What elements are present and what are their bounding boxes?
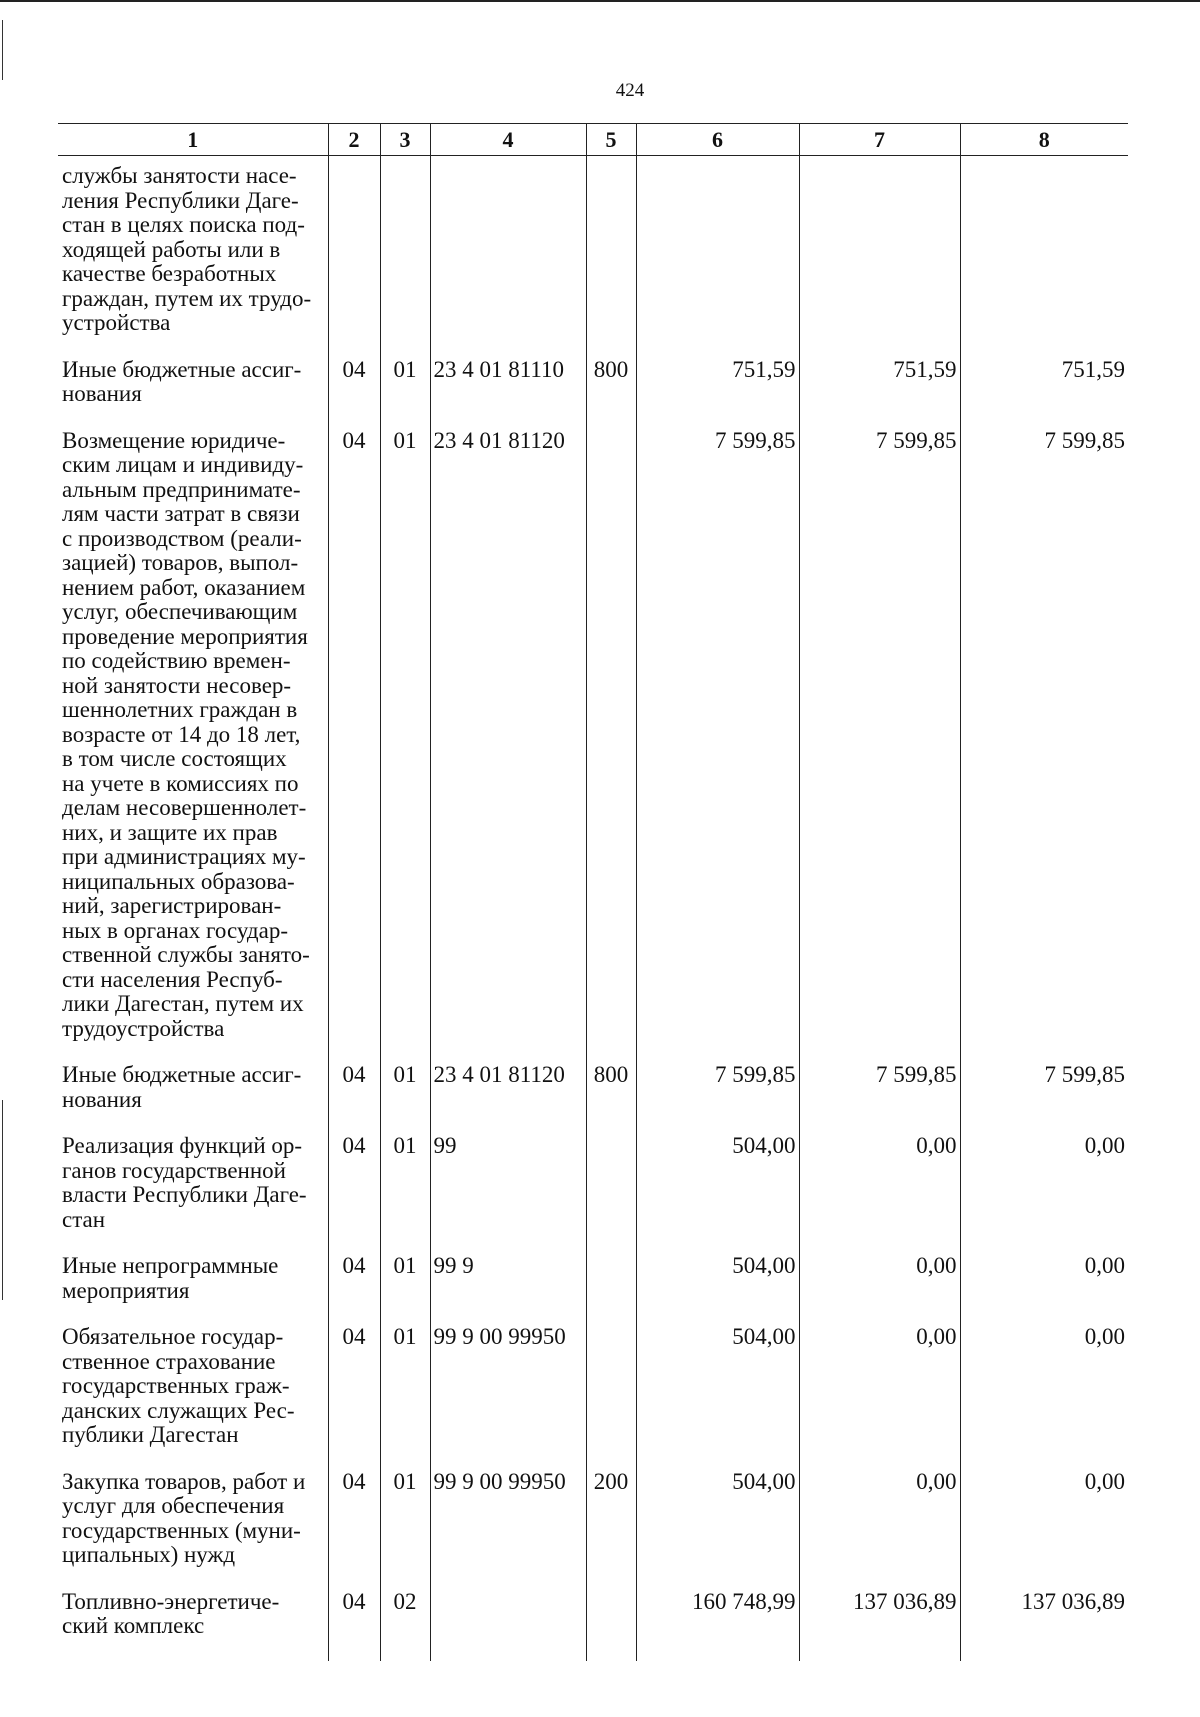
amount-col6-cell: 504,00 bbox=[636, 1254, 799, 1325]
row-name-line: службы занятости насе- bbox=[62, 163, 297, 188]
expense-type-cell: 200 bbox=[586, 1470, 636, 1590]
row-name-line: услуг, обеспечивающим bbox=[62, 599, 298, 624]
subsection-code-cell: 01 bbox=[380, 1063, 430, 1134]
amount-col6-cell: 504,00 bbox=[636, 1470, 799, 1590]
section-code-cell bbox=[328, 156, 380, 358]
row-name-line: Реализация функций ор- bbox=[62, 1133, 303, 1158]
section-code-cell: 04 bbox=[328, 429, 380, 1064]
row-name-line: стан bbox=[62, 1206, 106, 1232]
section-code-cell: 04 bbox=[328, 1590, 380, 1661]
row-name-line: ных в органах государ- bbox=[62, 917, 288, 943]
row-name-line: данских служащих Рес- bbox=[62, 1397, 295, 1423]
row-name-line: них, и защите их прав bbox=[62, 819, 278, 845]
amount-col8-cell: 0,00 bbox=[960, 1254, 1128, 1325]
amount-col6-cell: 751,59 bbox=[636, 358, 799, 429]
row-name-line: Возмещение юридиче- bbox=[62, 427, 286, 453]
table-header-row bbox=[58, 124, 1128, 156]
section-code-cell: 04 bbox=[328, 1254, 380, 1325]
target-article-cell bbox=[430, 156, 586, 358]
expense-type-cell bbox=[586, 1134, 636, 1254]
section-code-cell: 04 bbox=[328, 1325, 380, 1470]
row-name-line: в том числе состоящих bbox=[62, 746, 287, 771]
row-name-line: ления Республики Даге- bbox=[62, 187, 299, 213]
amount-col8-cell: 0,00 bbox=[960, 1325, 1128, 1470]
amount-col7-cell: 0,00 bbox=[799, 1470, 960, 1590]
row-name-line: граждан, путем их трудо- bbox=[62, 285, 312, 311]
row-name-line: лики Дагестан, путем их bbox=[62, 991, 304, 1016]
table-body bbox=[58, 156, 1128, 1661]
column-header-2: 2 bbox=[328, 124, 380, 156]
page-number: 424 bbox=[615, 80, 645, 101]
row-name-line: ходящей работы или в bbox=[62, 236, 281, 262]
subsection-code-cell: 01 bbox=[380, 1325, 430, 1470]
section-code-cell: 04 bbox=[328, 1063, 380, 1134]
row-name-line: нования bbox=[62, 1086, 142, 1112]
subsection-code-cell: 02 bbox=[380, 1590, 430, 1661]
row-name-line: Обязательное государ- bbox=[62, 1324, 284, 1349]
row-name-cell bbox=[58, 1134, 328, 1254]
row-name-line: трудоустройства bbox=[62, 1015, 225, 1041]
amount-col7-cell: 0,00 bbox=[799, 1134, 960, 1254]
subsection-code-cell: 01 bbox=[380, 358, 430, 429]
budget-table bbox=[58, 123, 1128, 1661]
target-article-cell: 99 9 00 99950 bbox=[430, 1470, 586, 1590]
table-row bbox=[58, 1134, 1128, 1254]
row-name-line: услуг для обеспечения bbox=[62, 1493, 285, 1518]
amount-col6-cell: 504,00 bbox=[636, 1134, 799, 1254]
column-header-8: 8 bbox=[960, 124, 1128, 156]
expense-type-cell bbox=[586, 1590, 636, 1661]
row-name-line: делам несовершеннолет- bbox=[62, 795, 307, 820]
row-name-line: ственное страхование bbox=[62, 1348, 276, 1374]
expense-type-cell: 800 bbox=[586, 358, 636, 429]
budget-table-container bbox=[58, 123, 1128, 1661]
section-code-cell: 04 bbox=[328, 1470, 380, 1590]
expense-type-cell bbox=[586, 1325, 636, 1470]
target-article-cell: 99 9 00 99950 bbox=[430, 1325, 586, 1470]
row-name-cell bbox=[58, 1325, 328, 1470]
row-name-line: Иные бюджетные ассиг- bbox=[62, 1062, 302, 1087]
expense-type-cell bbox=[586, 156, 636, 358]
row-name-cell bbox=[58, 358, 328, 429]
amount-col6-cell: 7 599,85 bbox=[636, 1063, 799, 1134]
row-name-line: возрасте от 14 до 18 лет, bbox=[62, 721, 301, 747]
row-name-line: ственной службы занято- bbox=[62, 942, 310, 967]
row-name-line: ганов государственной bbox=[62, 1157, 286, 1183]
amount-col6-cell bbox=[636, 156, 799, 358]
row-name-line: ский комплекс bbox=[62, 1613, 205, 1638]
row-name-line: проведение мероприятия bbox=[62, 623, 308, 649]
amount-col8-cell: 7 599,85 bbox=[960, 1063, 1128, 1134]
table-row bbox=[58, 1254, 1128, 1325]
expense-type-cell: 800 bbox=[586, 1063, 636, 1134]
row-name-line: государственных (муни- bbox=[62, 1517, 301, 1543]
row-name-line: ной занятости несовер- bbox=[62, 672, 292, 698]
table-row bbox=[58, 1590, 1128, 1661]
column-header-4: 4 bbox=[430, 124, 586, 156]
row-name-line: устройства bbox=[62, 310, 171, 335]
row-name-line: по содействию времен- bbox=[62, 648, 291, 673]
subsection-code-cell: 01 bbox=[380, 1470, 430, 1590]
subsection-code-cell: 01 bbox=[380, 429, 430, 1064]
table-row bbox=[58, 1470, 1128, 1590]
row-name-line: лям части затрат в связи bbox=[62, 501, 300, 526]
row-name-line: публики Дагестан bbox=[62, 1422, 239, 1447]
row-name-line: альным предпринимате- bbox=[62, 476, 301, 502]
row-name-cell bbox=[58, 1063, 328, 1134]
target-article-cell: 99 9 bbox=[430, 1254, 586, 1325]
target-article-cell bbox=[430, 1590, 586, 1661]
subsection-code-cell: 01 bbox=[380, 1254, 430, 1325]
row-name-line: нования bbox=[62, 381, 142, 406]
table-row bbox=[58, 429, 1128, 1064]
amount-col8-cell: 0,00 bbox=[960, 1134, 1128, 1254]
column-header-7: 7 bbox=[799, 124, 960, 156]
expense-type-cell bbox=[586, 429, 636, 1064]
target-article-cell: 23 4 01 81120 bbox=[430, 1063, 586, 1134]
row-name-cell bbox=[58, 1590, 328, 1661]
target-article-cell: 99 bbox=[430, 1134, 586, 1254]
expense-type-cell bbox=[586, 1254, 636, 1325]
column-header-1: 1 bbox=[58, 124, 328, 156]
row-name-line: ниципальных образова- bbox=[62, 868, 295, 894]
amount-col8-cell: 137 036,89 bbox=[960, 1590, 1128, 1661]
row-name-line: Топливно-энергетиче- bbox=[62, 1588, 280, 1614]
row-name-line: Иные бюджетные ассиг- bbox=[62, 356, 302, 382]
row-name-line: стан в целях поиска под- bbox=[62, 212, 305, 237]
row-name-line: нением работ, оказанием bbox=[62, 574, 306, 600]
row-name-line: Закупка товаров, работ и bbox=[62, 1468, 306, 1494]
section-code-cell: 04 bbox=[328, 358, 380, 429]
scan-edge-mark bbox=[2, 20, 3, 80]
amount-col6-cell: 7 599,85 bbox=[636, 429, 799, 1064]
row-name-line: при администрациях му- bbox=[62, 844, 306, 869]
subsection-code-cell: 01 bbox=[380, 1134, 430, 1254]
row-name-line: власти Республики Даге- bbox=[62, 1182, 307, 1207]
row-name-cell bbox=[58, 156, 328, 358]
amount-col7-cell: 0,00 bbox=[799, 1325, 960, 1470]
section-code-cell: 04 bbox=[328, 1134, 380, 1254]
amount-col8-cell: 0,00 bbox=[960, 1470, 1128, 1590]
scan-edge-mark bbox=[2, 1100, 3, 1300]
amount-col6-cell: 160 748,99 bbox=[636, 1590, 799, 1661]
row-name-line: шеннолетних граждан в bbox=[62, 697, 298, 722]
table-row bbox=[58, 1063, 1128, 1134]
row-name-line: государственных граж- bbox=[62, 1373, 290, 1398]
amount-col7-cell bbox=[799, 156, 960, 358]
table-row bbox=[58, 156, 1128, 358]
row-name-line: качестве безработных bbox=[62, 261, 277, 286]
row-name-line: мероприятия bbox=[62, 1277, 190, 1303]
amount-col7-cell: 0,00 bbox=[799, 1254, 960, 1325]
row-name-line: Иные непрограммные bbox=[62, 1253, 279, 1278]
row-name-cell bbox=[58, 429, 328, 1064]
column-header-6: 6 bbox=[636, 124, 799, 156]
subsection-code-cell bbox=[380, 156, 430, 358]
row-name-line: на учете в комиссиях по bbox=[62, 770, 299, 796]
row-name-line: ским лицам и индивиду- bbox=[62, 452, 304, 477]
row-name-line: с производством (реали- bbox=[62, 525, 302, 551]
amount-col7-cell: 7 599,85 bbox=[799, 1063, 960, 1134]
row-name-cell bbox=[58, 1254, 328, 1325]
row-name-line: сти населения Респуб- bbox=[62, 966, 283, 992]
row-name-cell bbox=[58, 1470, 328, 1590]
amount-col7-cell: 7 599,85 bbox=[799, 429, 960, 1064]
row-name-line: ний, зарегистрирован- bbox=[62, 893, 282, 918]
amount-col6-cell: 504,00 bbox=[636, 1325, 799, 1470]
column-header-3: 3 bbox=[380, 124, 430, 156]
row-name-line: ципальных) нужд bbox=[62, 1542, 236, 1567]
column-header-5: 5 bbox=[586, 124, 636, 156]
table-row bbox=[58, 1325, 1128, 1470]
target-article-cell: 23 4 01 81120 bbox=[430, 429, 586, 1064]
row-name-line: зацией) товаров, выпол- bbox=[62, 550, 299, 575]
amount-col7-cell: 137 036,89 bbox=[799, 1590, 960, 1661]
amount-col8-cell: 751,59 bbox=[960, 358, 1128, 429]
top-edge-rule bbox=[0, 0, 1200, 2]
target-article-cell: 23 4 01 81110 bbox=[430, 358, 586, 429]
amount-col8-cell bbox=[960, 156, 1128, 358]
amount-col7-cell: 751,59 bbox=[799, 358, 960, 429]
table-row bbox=[58, 358, 1128, 429]
amount-col8-cell: 7 599,85 bbox=[960, 429, 1128, 1064]
